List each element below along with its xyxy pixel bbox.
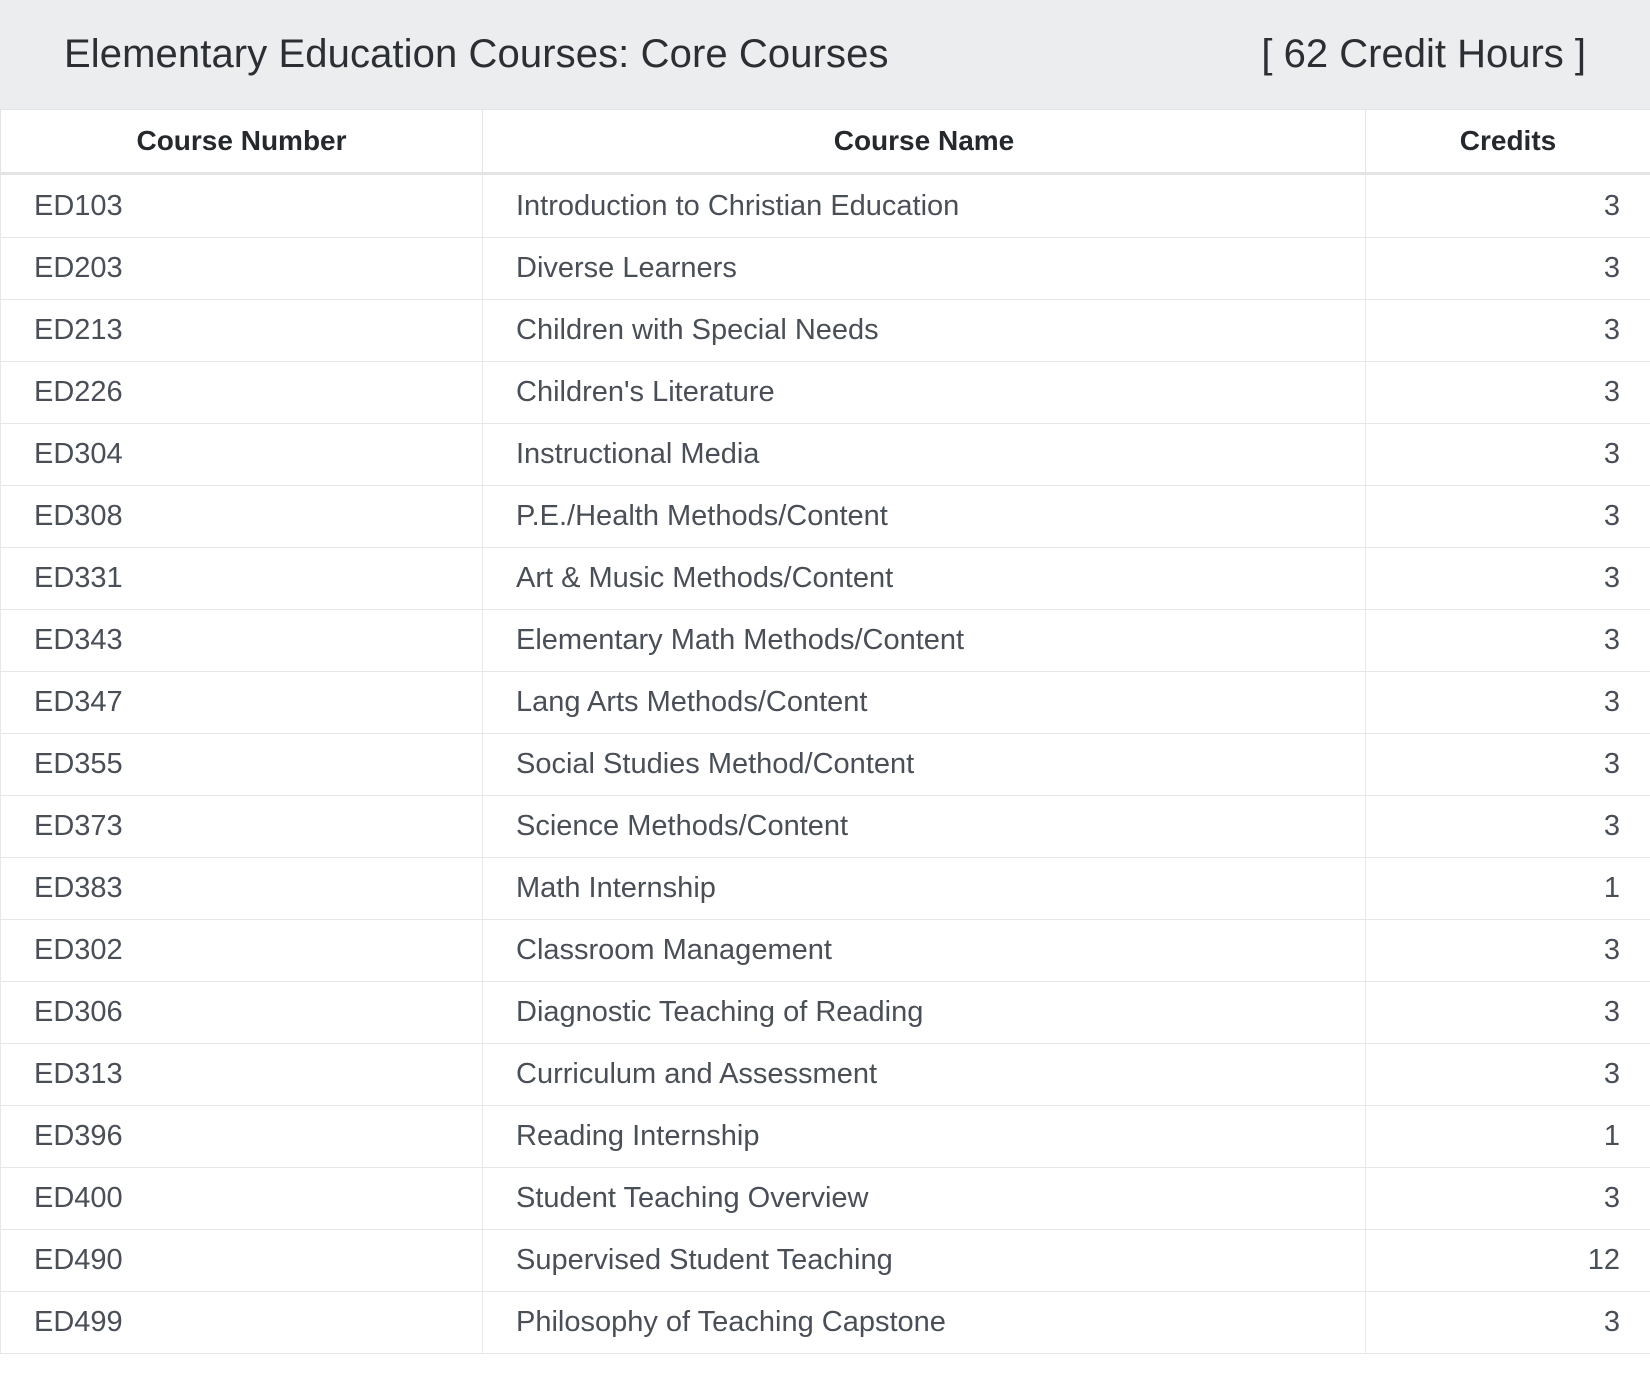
course-name-cell: Social Studies Method/Content — [483, 734, 1366, 796]
course-number-cell: ED213 — [1, 300, 483, 362]
course-number-cell: ED203 — [1, 238, 483, 300]
course-name-cell: P.E./Health Methods/Content — [483, 486, 1366, 548]
credits-cell: 3 — [1366, 920, 1650, 982]
course-name-cell: Science Methods/Content — [483, 796, 1366, 858]
table-row — [1, 362, 1650, 424]
courses-table — [0, 109, 1650, 1354]
credits-cell: 3 — [1366, 174, 1650, 238]
table-row — [1, 982, 1650, 1044]
credits-cell: 3 — [1366, 548, 1650, 610]
course-name-cell: Supervised Student Teaching — [483, 1230, 1366, 1292]
credits-cell: 3 — [1366, 1044, 1650, 1106]
table-row — [1, 1168, 1650, 1230]
table-row — [1, 424, 1650, 486]
panel-header — [0, 0, 1650, 109]
credits-cell: 3 — [1366, 1168, 1650, 1230]
table-row — [1, 300, 1650, 362]
course-name-cell: Math Internship — [483, 858, 1366, 920]
course-number-cell: ED331 — [1, 548, 483, 610]
course-name-cell: Reading Internship — [483, 1106, 1366, 1168]
course-name-cell: Student Teaching Overview — [483, 1168, 1366, 1230]
credits-cell: 3 — [1366, 362, 1650, 424]
course-number-cell: ED302 — [1, 920, 483, 982]
table-row — [1, 920, 1650, 982]
credits-cell: 3 — [1366, 982, 1650, 1044]
table-row — [1, 486, 1650, 548]
credits-cell: 3 — [1366, 1292, 1650, 1354]
course-name-cell: Instructional Media — [483, 424, 1366, 486]
course-name-cell: Children's Literature — [483, 362, 1366, 424]
column-header-course-number: Course Number — [1, 110, 483, 174]
course-number-cell: ED383 — [1, 858, 483, 920]
credits-cell: 3 — [1366, 610, 1650, 672]
credits-cell: 3 — [1366, 796, 1650, 858]
course-name-cell: Classroom Management — [483, 920, 1366, 982]
table-body — [1, 174, 1650, 1354]
course-number-cell: ED313 — [1, 1044, 483, 1106]
table-row — [1, 1230, 1650, 1292]
table-row — [1, 734, 1650, 796]
course-number-cell: ED396 — [1, 1106, 483, 1168]
credits-cell: 3 — [1366, 424, 1650, 486]
credits-cell: 3 — [1366, 300, 1650, 362]
credits-cell: 1 — [1366, 858, 1650, 920]
column-header-credits: Credits — [1366, 110, 1650, 174]
course-name-cell: Philosophy of Teaching Capstone — [483, 1292, 1366, 1354]
table-row — [1, 548, 1650, 610]
table-row — [1, 858, 1650, 920]
column-header-course-name: Course Name — [483, 110, 1366, 174]
course-name-cell: Art & Music Methods/Content — [483, 548, 1366, 610]
course-name-cell: Diverse Learners — [483, 238, 1366, 300]
course-name-cell: Diagnostic Teaching of Reading — [483, 982, 1366, 1044]
credits-cell: 1 — [1366, 1106, 1650, 1168]
course-number-cell: ED499 — [1, 1292, 483, 1354]
course-name-cell: Children with Special Needs — [483, 300, 1366, 362]
credit-hours-total: [ 62 Credit Hours ] — [1261, 32, 1586, 76]
credits-cell: 3 — [1366, 486, 1650, 548]
table-row — [1, 1044, 1650, 1106]
course-number-cell: ED400 — [1, 1168, 483, 1230]
course-number-cell: ED355 — [1, 734, 483, 796]
course-number-cell: ED347 — [1, 672, 483, 734]
table-row — [1, 1106, 1650, 1168]
course-name-cell: Introduction to Christian Education — [483, 174, 1366, 238]
course-number-cell: ED343 — [1, 610, 483, 672]
course-name-cell: Lang Arts Methods/Content — [483, 672, 1366, 734]
table-row — [1, 238, 1650, 300]
credits-cell: 3 — [1366, 672, 1650, 734]
credits-cell: 12 — [1366, 1230, 1650, 1292]
panel-title: Elementary Education Courses: Core Courses — [64, 32, 889, 76]
table-row — [1, 174, 1650, 238]
table-row — [1, 796, 1650, 858]
course-number-cell: ED306 — [1, 982, 483, 1044]
course-number-cell: ED373 — [1, 796, 483, 858]
table-header-row — [1, 110, 1650, 174]
course-name-cell: Elementary Math Methods/Content — [483, 610, 1366, 672]
credits-cell: 3 — [1366, 238, 1650, 300]
course-number-cell: ED490 — [1, 1230, 483, 1292]
table-row — [1, 1292, 1650, 1354]
table-row — [1, 610, 1650, 672]
course-name-cell: Curriculum and Assessment — [483, 1044, 1366, 1106]
course-number-cell: ED308 — [1, 486, 483, 548]
table-row — [1, 672, 1650, 734]
course-number-cell: ED103 — [1, 174, 483, 238]
course-number-cell: ED304 — [1, 424, 483, 486]
course-number-cell: ED226 — [1, 362, 483, 424]
credits-cell: 3 — [1366, 734, 1650, 796]
